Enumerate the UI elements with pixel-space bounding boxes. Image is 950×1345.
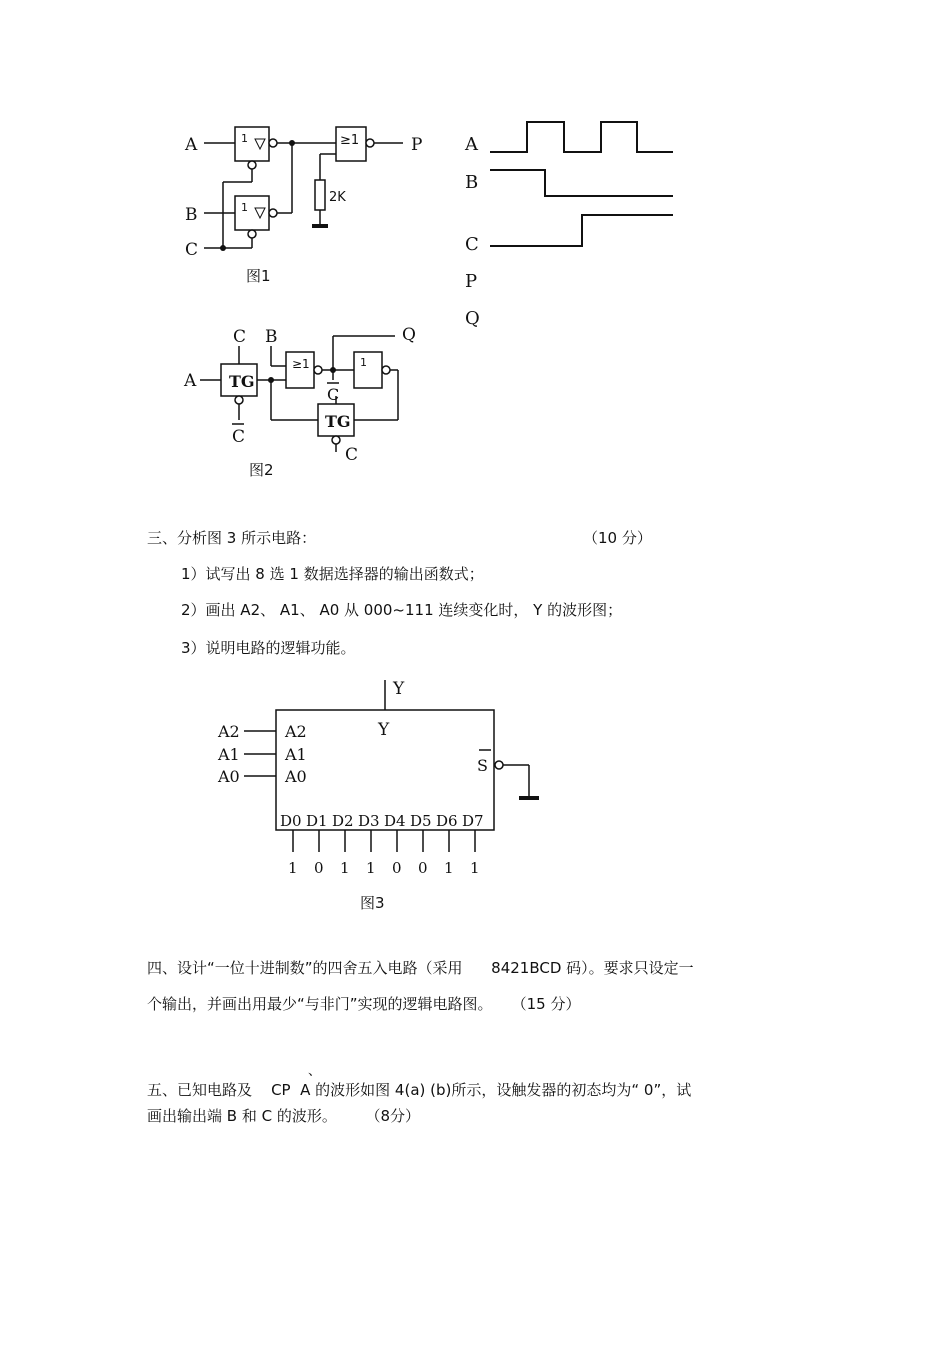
fig3-v7: 1 — [470, 859, 480, 877]
fig3-d0: D0 — [280, 812, 302, 830]
fig3-d3: D3 — [358, 812, 380, 830]
fig3-a1-inside: A1 — [285, 745, 307, 764]
fig3-v1: 0 — [314, 859, 324, 877]
tg1-label: TG — [229, 372, 255, 391]
fig1-caption: 图1 — [246, 267, 271, 285]
fig1-input-b: B — [185, 205, 198, 225]
fig3-enable-s: S — [477, 756, 488, 775]
fig3-d2: D2 — [332, 812, 354, 830]
fig3-d4: D4 — [384, 812, 406, 830]
fig3-y-inner: Y — [378, 720, 390, 740]
fig3-d5: D5 — [410, 812, 432, 830]
q3-item-1: 1）试写出 8 选 1 数据选择器的输出函数式； — [181, 565, 484, 583]
q5-line-1: 五、已知电路及 CP A 的波形如图 4(a) (b)所示，设触发器的初态均为“ 0”，试 — [147, 1081, 692, 1099]
fig2-input-b: B — [265, 327, 278, 347]
q5-line-2: 画出输出端 B 和 C 的波形。 （8分） — [147, 1107, 420, 1125]
fig3-d7: D7 — [462, 812, 484, 830]
fig2-inv-symbol: 1 — [360, 356, 367, 369]
fig3-v6: 1 — [444, 859, 454, 877]
nor-symbol: ≥1 — [340, 133, 360, 148]
fig2-input-a: A — [184, 371, 197, 391]
inv1-symbol: 1 — [241, 132, 248, 145]
fig3-d6: D6 — [436, 812, 458, 830]
wave-label-p: P — [465, 271, 478, 292]
q3-item-3: 3）说明电路的逻辑功能。 — [181, 639, 356, 657]
fig2-cbar-mid: C — [327, 385, 340, 404]
waveform-diagram — [0, 0, 950, 340]
fig3-a0-inside: A0 — [285, 767, 307, 786]
fig2-caption: 图2 — [249, 461, 274, 479]
fig3-a2-outside: A2 — [218, 722, 240, 741]
fig3-y-output: Y — [393, 679, 405, 699]
wave-label-c: C — [465, 234, 479, 255]
fig3-d1: D1 — [306, 812, 328, 830]
fig3-v3: 1 — [366, 859, 376, 877]
fig3-v0: 1 — [288, 859, 298, 877]
fig1-input-a: A — [185, 135, 198, 155]
fig2-c-bottom: C — [345, 445, 359, 465]
q3-title: 三、分析图 3 所示电路： — [147, 529, 317, 547]
q3-score: （10 分） — [583, 529, 652, 547]
fig2-c-top: C — [233, 327, 247, 347]
fig2-nor-symbol: ≥1 — [292, 357, 310, 371]
tg2-label: TG — [325, 412, 351, 431]
figure3-mux — [0, 670, 950, 920]
fig3-caption: 图3 — [360, 894, 385, 912]
wave-label-a: A — [465, 134, 478, 155]
inv2-symbol: 1 — [241, 201, 248, 214]
q4-line-1: 四、设计“一位十进制数”的四舍五入电路（采用 8421BCD 码）。要求只设定一 — [147, 959, 694, 977]
wave-label-b: B — [465, 172, 479, 193]
fig1-output-p: P — [411, 135, 423, 155]
wave-label-q: Q — [465, 308, 480, 329]
fig2-cbar-left: C — [232, 427, 246, 447]
q5-mark: 、 — [308, 1064, 322, 1079]
fig3-v2: 1 — [340, 859, 350, 877]
q4-line-2: 个输出，并画出用最少“与非门”实现的逻辑电路图。 （15 分） — [147, 995, 581, 1013]
fig1-input-c: C — [185, 240, 199, 260]
fig3-a1-outside: A1 — [218, 745, 240, 764]
fig3-a2-inside: A2 — [285, 722, 307, 741]
fig3-v4: 0 — [392, 859, 402, 877]
q3-item-2: 2）画出 A2、 A1、 A0 从 000~111 连续变化时， Y 的波形图； — [181, 601, 623, 619]
fig3-v5: 0 — [418, 859, 428, 877]
fig3-a0-outside: A0 — [218, 767, 240, 786]
fig2-output-q: Q — [402, 325, 416, 345]
figure2-circuit — [0, 320, 950, 490]
resistor-label: 2K — [329, 190, 346, 205]
